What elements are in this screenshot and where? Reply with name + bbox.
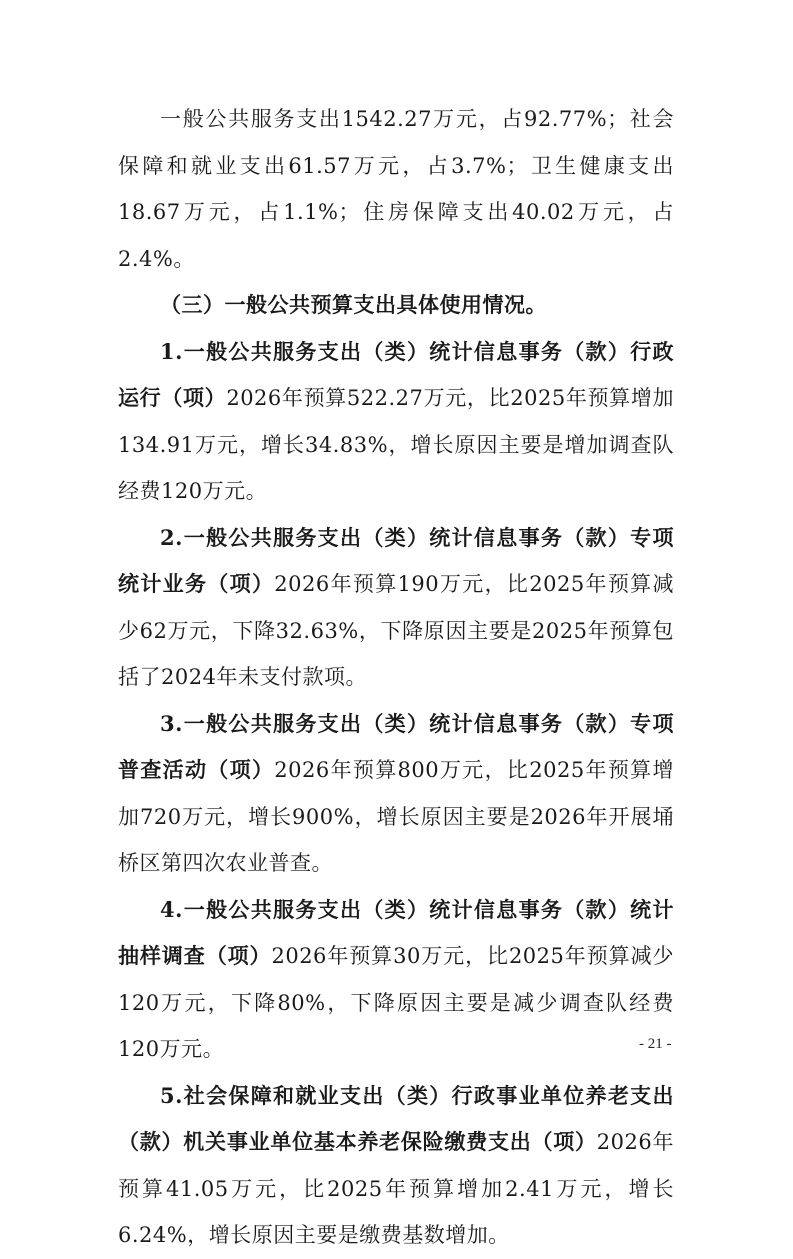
paragraph-item-2 (118, 515, 674, 701)
section-heading (118, 282, 674, 329)
section-heading-text: （三）一般公共预算支出具体使用情况。 (160, 292, 547, 317)
item-2-title: 2.一般公共服务支出（类）统计信息事务（款）专项统计业务（项） (118, 524, 674, 596)
item-5-title: 5.社会保障和就业支出（类）行政事业单位养老支出（款）机关事业单位基本养老保险缴费支出（项） (118, 1082, 674, 1154)
item-3-text: 2026年预算800万元，比2025年预算增加720万元，增长900%，增长原因主要是2026年开展埇桥区第四次农业普查。 (118, 758, 675, 875)
item-4-title: 4.一般公共服务支出（类）统计信息事务（款）统计抽样调查（项） (118, 896, 674, 968)
page-number: - 21 - (639, 1036, 672, 1052)
item-1-text: 2026年预算522.27万元，比2025年预算增加134.91万元，增长34.83%，增长原因主要是增加调查队经费120万元。 (118, 386, 674, 503)
paragraph-item-3 (118, 701, 674, 887)
item-5-text: 2026年预算41.05万元，比2025年预算增加2.41万元，增长6.24%，增长原因主要是缴费基数增加。 (118, 1130, 675, 1247)
paragraph-text: 一般公共服务支出1542.27万元，占92.77%；社会保障和就业支出61.57万元，占3.7%；卫生健康支出18.67万元，占1.1%；住房保障支出40.02万元，占2.4%。 (118, 107, 674, 271)
paragraph-item-4 (118, 887, 674, 1073)
item-2-text: 2026年预算190万元，比2025年预算减少62万元，下降32.63%，下降原因主要是2025年预算包括了2024年未支付款项。 (118, 572, 675, 689)
document-body (118, 96, 674, 1259)
paragraph-item-5 (118, 1073, 674, 1259)
item-1-title: 1.一般公共服务支出（类）统计信息事务（款）行政运行（项） (118, 338, 674, 410)
paragraph-item-1 (118, 329, 674, 515)
paragraph-expenditure-summary (118, 96, 674, 282)
item-3-title: 3.一般公共服务支出（类）统计信息事务（款）专项普查活动（项） (118, 710, 674, 782)
item-4-text: 2026年预算30万元，比2025年预算减少120万元，下降80%，下降原因主要是减少调查队经费120万元。 (118, 944, 675, 1061)
